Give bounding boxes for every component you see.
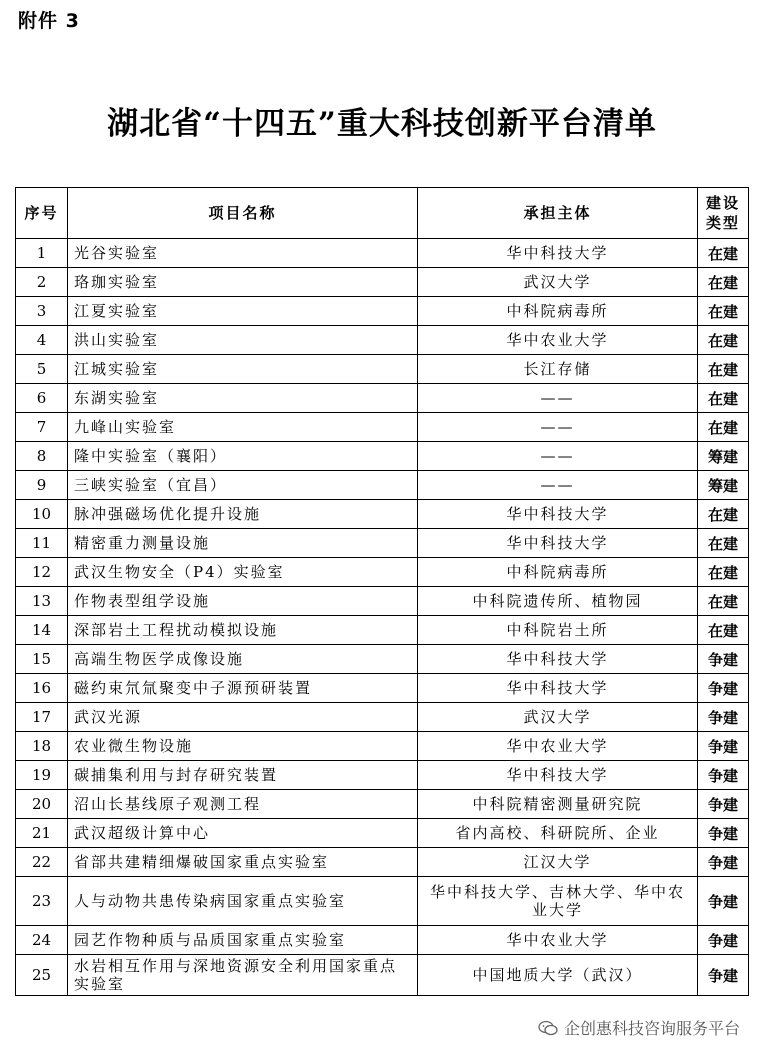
row-number: 2: [16, 268, 68, 297]
organization: 华中科技大学: [418, 645, 698, 674]
row-number: 1: [16, 239, 68, 268]
row-number: 5: [16, 355, 68, 384]
construction-type: 争建: [698, 732, 749, 761]
row-number: 22: [16, 848, 68, 877]
organization: ——: [418, 413, 698, 442]
organization: 中科院精密测量研究院: [418, 790, 698, 819]
organization: 华中农业大学: [418, 926, 698, 955]
construction-type: 争建: [698, 877, 749, 926]
table-row: [16, 239, 749, 268]
construction-type: 争建: [698, 955, 749, 996]
organization: 华中农业大学: [418, 326, 698, 355]
row-number: 8: [16, 442, 68, 471]
header-org: 承担主体: [418, 188, 698, 239]
project-name: 深部岩土工程扰动模拟设施: [68, 616, 418, 645]
project-name: 精密重力测量设施: [68, 529, 418, 558]
table-row: [16, 616, 749, 645]
project-name: 碳捕集利用与封存研究装置: [68, 761, 418, 790]
row-number: 24: [16, 926, 68, 955]
table-row: [16, 674, 749, 703]
table-row: [16, 732, 749, 761]
organization: 华中科技大学、吉林大学、华中农业大学: [418, 877, 698, 926]
organization: 华中农业大学: [418, 732, 698, 761]
table-row: [16, 587, 749, 616]
table-row: [16, 790, 749, 819]
organization: 武汉大学: [418, 268, 698, 297]
organization: 中国地质大学（武汉）: [418, 955, 698, 996]
row-number: 21: [16, 819, 68, 848]
table-row: [16, 297, 749, 326]
row-number: 4: [16, 326, 68, 355]
table-row: [16, 926, 749, 955]
organization: 中科院岩土所: [418, 616, 698, 645]
construction-type: 在建: [698, 616, 749, 645]
attachment-label: 附件 3: [18, 10, 80, 32]
table-row: [16, 819, 749, 848]
project-name: 作物表型组学设施: [68, 587, 418, 616]
row-number: 13: [16, 587, 68, 616]
project-name: 光谷实验室: [68, 239, 418, 268]
project-name: 武汉生物安全（P4）实验室: [68, 558, 418, 587]
organization: 华中科技大学: [418, 761, 698, 790]
table-row: [16, 529, 749, 558]
row-number: 11: [16, 529, 68, 558]
construction-type: 筹建: [698, 442, 749, 471]
project-name: 隆中实验室（襄阳）: [68, 442, 418, 471]
organization: ——: [418, 471, 698, 500]
row-number: 16: [16, 674, 68, 703]
construction-type: 争建: [698, 761, 749, 790]
construction-type: 争建: [698, 703, 749, 732]
project-name: 农业微生物设施: [68, 732, 418, 761]
project-name: 园艺作物种质与品质国家重点实验室: [68, 926, 418, 955]
project-name: 省部共建精细爆破国家重点实验室: [68, 848, 418, 877]
watermark: [538, 1016, 740, 1039]
platform-table: [15, 187, 749, 996]
project-name: 沼山长基线原子观测工程: [68, 790, 418, 819]
header-no: 序号: [16, 188, 68, 239]
table-row: [16, 558, 749, 587]
header-type: 建设 类型: [698, 188, 749, 239]
row-number: 3: [16, 297, 68, 326]
row-number: 17: [16, 703, 68, 732]
row-number: 15: [16, 645, 68, 674]
organization: 华中科技大学: [418, 239, 698, 268]
table-row: [16, 645, 749, 674]
project-name: 江夏实验室: [68, 297, 418, 326]
construction-type: 争建: [698, 790, 749, 819]
project-name: 人与动物共患传染病国家重点实验室: [68, 877, 418, 926]
row-number: 19: [16, 761, 68, 790]
row-number: 25: [16, 955, 68, 996]
watermark-text: 企创惠科技咨询服务平台: [563, 1019, 740, 1038]
table-row: [16, 384, 749, 413]
construction-type: 争建: [698, 645, 749, 674]
project-name: 九峰山实验室: [68, 413, 418, 442]
project-name: 脉冲强磁场优化提升设施: [68, 500, 418, 529]
organization: 中科院遗传所、植物园: [418, 587, 698, 616]
project-name: 珞珈实验室: [68, 268, 418, 297]
row-number: 6: [16, 384, 68, 413]
row-number: 18: [16, 732, 68, 761]
organization: 华中科技大学: [418, 674, 698, 703]
table-row: [16, 413, 749, 442]
project-name: 武汉光源: [68, 703, 418, 732]
organization: 华中科技大学: [418, 529, 698, 558]
table-row: [16, 500, 749, 529]
table-row: [16, 955, 749, 996]
table-row: [16, 877, 749, 926]
row-number: 12: [16, 558, 68, 587]
construction-type: 在建: [698, 587, 749, 616]
project-name: 江城实验室: [68, 355, 418, 384]
organization: 中科院病毒所: [418, 558, 698, 587]
table-row: [16, 848, 749, 877]
organization: ——: [418, 384, 698, 413]
project-name: 洪山实验室: [68, 326, 418, 355]
page-title: 湖北省“十四五”重大科技创新平台清单: [107, 106, 657, 142]
row-number: 23: [16, 877, 68, 926]
construction-type: 在建: [698, 355, 749, 384]
construction-type: 在建: [698, 326, 749, 355]
project-name: 三峡实验室（宜昌）: [68, 471, 418, 500]
construction-type: 在建: [698, 529, 749, 558]
construction-type: 在建: [698, 239, 749, 268]
organization: 长江存储: [418, 355, 698, 384]
construction-type: 在建: [698, 500, 749, 529]
construction-type: 争建: [698, 674, 749, 703]
wechat-icon: [538, 1020, 558, 1036]
project-name: 高端生物医学成像设施: [68, 645, 418, 674]
organization: 武汉大学: [418, 703, 698, 732]
header-name: 项目名称: [68, 188, 418, 239]
organization: 华中科技大学: [418, 500, 698, 529]
organization: ——: [418, 442, 698, 471]
table-body: [16, 239, 749, 996]
construction-type: 在建: [698, 268, 749, 297]
table-row: [16, 268, 749, 297]
row-number: 9: [16, 471, 68, 500]
project-name: 武汉超级计算中心: [68, 819, 418, 848]
organization: 中科院病毒所: [418, 297, 698, 326]
table-row: [16, 471, 749, 500]
construction-type: 争建: [698, 848, 749, 877]
table-row: [16, 326, 749, 355]
construction-type: 在建: [698, 413, 749, 442]
construction-type: 争建: [698, 819, 749, 848]
table-row: [16, 442, 749, 471]
construction-type: 在建: [698, 558, 749, 587]
project-name: 东湖实验室: [68, 384, 418, 413]
table-header-row: [16, 188, 749, 239]
table-row: [16, 703, 749, 732]
project-name: 水岩相互作用与深地资源安全利用国家重点实验室: [68, 955, 418, 996]
organization: 江汉大学: [418, 848, 698, 877]
row-number: 7: [16, 413, 68, 442]
table-row: [16, 761, 749, 790]
organization: 省内高校、科研院所、企业: [418, 819, 698, 848]
project-name: 磁约束氘氚聚变中子源预研装置: [68, 674, 418, 703]
construction-type: 筹建: [698, 471, 749, 500]
row-number: 20: [16, 790, 68, 819]
row-number: 14: [16, 616, 68, 645]
row-number: 10: [16, 500, 68, 529]
construction-type: 争建: [698, 926, 749, 955]
construction-type: 在建: [698, 384, 749, 413]
table-row: [16, 355, 749, 384]
construction-type: 在建: [698, 297, 749, 326]
